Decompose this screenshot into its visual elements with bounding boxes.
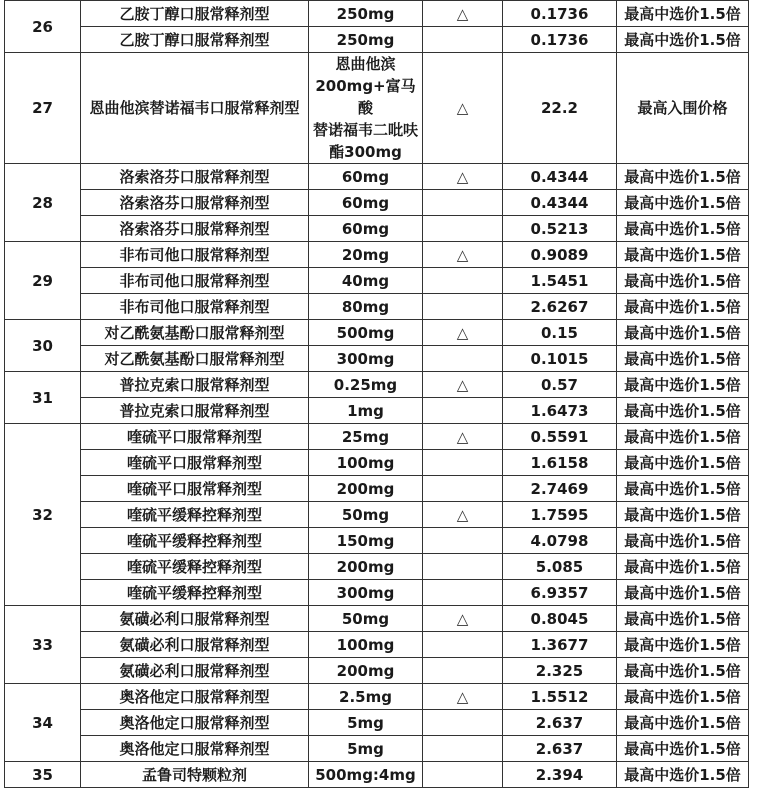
drug-name-cell: 喹硫平缓释控释剂型 bbox=[81, 554, 309, 580]
triangle-mark-cell: △ bbox=[423, 242, 503, 268]
table-row bbox=[5, 1, 749, 27]
price-cell: 6.9357 bbox=[503, 580, 617, 606]
drug-name-cell: 恩曲他滨替诺福韦口服常释剂型 bbox=[81, 53, 309, 164]
triangle-mark-cell bbox=[423, 216, 503, 242]
table-row bbox=[5, 658, 749, 684]
pricing-rule-cell: 最高中选价1.5倍 bbox=[617, 580, 749, 606]
serial-number-cell: 35 bbox=[5, 762, 81, 788]
specification-line: 200mg+富马酸 bbox=[315, 77, 416, 117]
pricing-rule-cell: 最高中选价1.5倍 bbox=[617, 762, 749, 788]
serial-number-cell: 27 bbox=[5, 53, 81, 164]
specification-cell: 60mg bbox=[309, 216, 423, 242]
specification-cell: 250mg bbox=[309, 27, 423, 53]
pricing-rule-cell: 最高中选价1.5倍 bbox=[617, 606, 749, 632]
triangle-mark-cell bbox=[423, 268, 503, 294]
table-row bbox=[5, 450, 749, 476]
specification-cell bbox=[309, 53, 423, 164]
triangle-mark-cell bbox=[423, 736, 503, 762]
specification-cell: 200mg bbox=[309, 658, 423, 684]
triangle-mark-cell: △ bbox=[423, 606, 503, 632]
drug-name-cell: 喹硫平缓释控释剂型 bbox=[81, 502, 309, 528]
specification-cell: 200mg bbox=[309, 476, 423, 502]
table-row bbox=[5, 684, 749, 710]
price-cell: 2.637 bbox=[503, 736, 617, 762]
table-row bbox=[5, 580, 749, 606]
triangle-mark-cell: △ bbox=[423, 320, 503, 346]
drug-name-cell: 乙胺丁醇口服常释剂型 bbox=[81, 27, 309, 53]
price-cell: 1.5512 bbox=[503, 684, 617, 710]
triangle-mark-cell bbox=[423, 346, 503, 372]
specification-cell: 60mg bbox=[309, 190, 423, 216]
table-row bbox=[5, 424, 749, 450]
triangle-mark-cell bbox=[423, 762, 503, 788]
specification-cell: 50mg bbox=[309, 502, 423, 528]
triangle-mark-cell bbox=[423, 476, 503, 502]
specification-cell: 80mg bbox=[309, 294, 423, 320]
drug-name-cell: 洛索洛芬口服常释剂型 bbox=[81, 190, 309, 216]
price-cell: 0.57 bbox=[503, 372, 617, 398]
pricing-rule-cell: 最高中选价1.5倍 bbox=[617, 736, 749, 762]
table-row bbox=[5, 736, 749, 762]
price-cell: 1.5451 bbox=[503, 268, 617, 294]
table-row bbox=[5, 398, 749, 424]
drug-name-cell: 喹硫平口服常释剂型 bbox=[81, 424, 309, 450]
price-table-container bbox=[4, 0, 749, 788]
pricing-rule-cell: 最高中选价1.5倍 bbox=[617, 216, 749, 242]
triangle-mark-cell bbox=[423, 580, 503, 606]
specification-cell: 25mg bbox=[309, 424, 423, 450]
drug-name-cell: 喹硫平缓释控释剂型 bbox=[81, 580, 309, 606]
specification-cell: 500mg:4mg bbox=[309, 762, 423, 788]
price-cell: 2.7469 bbox=[503, 476, 617, 502]
pricing-rule-cell: 最高中选价1.5倍 bbox=[617, 424, 749, 450]
triangle-mark-cell: △ bbox=[423, 1, 503, 27]
drug-name-cell: 氨磺必利口服常释剂型 bbox=[81, 606, 309, 632]
specification-cell: 200mg bbox=[309, 554, 423, 580]
price-cell: 2.6267 bbox=[503, 294, 617, 320]
specification-cell: 250mg bbox=[309, 1, 423, 27]
table-row bbox=[5, 268, 749, 294]
triangle-mark-cell: △ bbox=[423, 372, 503, 398]
table-row bbox=[5, 502, 749, 528]
table-row bbox=[5, 53, 749, 164]
price-cell: 0.9089 bbox=[503, 242, 617, 268]
triangle-mark-cell bbox=[423, 632, 503, 658]
drug-name-cell: 奥洛他定口服常释剂型 bbox=[81, 736, 309, 762]
table-row bbox=[5, 476, 749, 502]
specification-cell: 0.25mg bbox=[309, 372, 423, 398]
specification-cell: 500mg bbox=[309, 320, 423, 346]
drug-name-cell: 喹硫平口服常释剂型 bbox=[81, 450, 309, 476]
serial-number-cell: 29 bbox=[5, 242, 81, 320]
serial-number-cell: 30 bbox=[5, 320, 81, 372]
pricing-rule-cell: 最高中选价1.5倍 bbox=[617, 190, 749, 216]
price-cell: 0.8045 bbox=[503, 606, 617, 632]
table-row bbox=[5, 346, 749, 372]
drug-name-cell: 普拉克索口服常释剂型 bbox=[81, 372, 309, 398]
table-row bbox=[5, 27, 749, 53]
pricing-rule-cell: 最高中选价1.5倍 bbox=[617, 502, 749, 528]
pricing-rule-cell: 最高中选价1.5倍 bbox=[617, 346, 749, 372]
specification-cell: 40mg bbox=[309, 268, 423, 294]
price-cell: 22.2 bbox=[503, 53, 617, 164]
pricing-rule-cell: 最高中选价1.5倍 bbox=[617, 320, 749, 346]
price-cell: 1.7595 bbox=[503, 502, 617, 528]
pricing-rule-cell: 最高中选价1.5倍 bbox=[617, 710, 749, 736]
triangle-mark-cell: △ bbox=[423, 684, 503, 710]
specification-cell: 2.5mg bbox=[309, 684, 423, 710]
drug-price-table bbox=[4, 0, 749, 788]
pricing-rule-cell: 最高中选价1.5倍 bbox=[617, 632, 749, 658]
pricing-rule-cell: 最高中选价1.5倍 bbox=[617, 294, 749, 320]
drug-name-cell: 对乙酰氨基酚口服常释剂型 bbox=[81, 346, 309, 372]
drug-name-cell: 洛索洛芬口服常释剂型 bbox=[81, 216, 309, 242]
drug-name-cell: 喹硫平缓释控释剂型 bbox=[81, 528, 309, 554]
specification-line: 替诺福韦二吡呋 bbox=[312, 121, 418, 139]
drug-name-cell: 洛索洛芬口服常释剂型 bbox=[81, 164, 309, 190]
pricing-rule-cell: 最高中选价1.5倍 bbox=[617, 372, 749, 398]
triangle-mark-cell bbox=[423, 528, 503, 554]
pricing-rule-cell: 最高中选价1.5倍 bbox=[617, 1, 749, 27]
triangle-mark-cell bbox=[423, 710, 503, 736]
triangle-mark-cell bbox=[423, 450, 503, 476]
serial-number-cell: 28 bbox=[5, 164, 81, 242]
pricing-rule-cell: 最高中选价1.5倍 bbox=[617, 27, 749, 53]
triangle-mark-cell: △ bbox=[423, 53, 503, 164]
pricing-rule-cell: 最高入围价格 bbox=[617, 53, 749, 164]
triangle-mark-cell: △ bbox=[423, 502, 503, 528]
specification-line: 酯300mg bbox=[329, 143, 402, 161]
drug-name-cell: 普拉克索口服常释剂型 bbox=[81, 398, 309, 424]
table-row bbox=[5, 710, 749, 736]
drug-name-cell: 非布司他口服常释剂型 bbox=[81, 242, 309, 268]
pricing-rule-cell: 最高中选价1.5倍 bbox=[617, 242, 749, 268]
serial-number-cell: 33 bbox=[5, 606, 81, 684]
drug-name-cell: 奥洛他定口服常释剂型 bbox=[81, 684, 309, 710]
triangle-mark-cell bbox=[423, 658, 503, 684]
serial-number-cell: 34 bbox=[5, 684, 81, 762]
pricing-rule-cell: 最高中选价1.5倍 bbox=[617, 554, 749, 580]
triangle-mark-cell: △ bbox=[423, 424, 503, 450]
drug-name-cell: 奥洛他定口服常释剂型 bbox=[81, 710, 309, 736]
table-row bbox=[5, 632, 749, 658]
pricing-rule-cell: 最高中选价1.5倍 bbox=[617, 164, 749, 190]
drug-name-cell: 喹硫平口服常释剂型 bbox=[81, 476, 309, 502]
pricing-rule-cell: 最高中选价1.5倍 bbox=[617, 476, 749, 502]
drug-name-cell: 乙胺丁醇口服常释剂型 bbox=[81, 1, 309, 27]
specification-cell: 5mg bbox=[309, 736, 423, 762]
price-cell: 0.1736 bbox=[503, 1, 617, 27]
triangle-mark-cell bbox=[423, 398, 503, 424]
specification-cell: 300mg bbox=[309, 580, 423, 606]
price-cell: 0.5591 bbox=[503, 424, 617, 450]
specification-line: 恩曲他滨 bbox=[335, 55, 396, 73]
table-row bbox=[5, 606, 749, 632]
table-row bbox=[5, 372, 749, 398]
triangle-mark-cell bbox=[423, 27, 503, 53]
table-row bbox=[5, 762, 749, 788]
triangle-mark-cell: △ bbox=[423, 164, 503, 190]
table-row bbox=[5, 242, 749, 268]
table-row bbox=[5, 320, 749, 346]
price-cell: 1.6473 bbox=[503, 398, 617, 424]
table-row bbox=[5, 190, 749, 216]
pricing-rule-cell: 最高中选价1.5倍 bbox=[617, 684, 749, 710]
drug-name-cell: 非布司他口服常释剂型 bbox=[81, 268, 309, 294]
table-row bbox=[5, 216, 749, 242]
serial-number-cell: 31 bbox=[5, 372, 81, 424]
drug-name-cell: 非布司他口服常释剂型 bbox=[81, 294, 309, 320]
pricing-rule-cell: 最高中选价1.5倍 bbox=[617, 450, 749, 476]
price-cell: 0.1736 bbox=[503, 27, 617, 53]
pricing-rule-cell: 最高中选价1.5倍 bbox=[617, 528, 749, 554]
table-row bbox=[5, 164, 749, 190]
price-cell: 4.0798 bbox=[503, 528, 617, 554]
price-cell: 0.4344 bbox=[503, 190, 617, 216]
price-cell: 1.6158 bbox=[503, 450, 617, 476]
pricing-rule-cell: 最高中选价1.5倍 bbox=[617, 398, 749, 424]
drug-name-cell: 对乙酰氨基酚口服常释剂型 bbox=[81, 320, 309, 346]
triangle-mark-cell bbox=[423, 190, 503, 216]
serial-number-cell: 26 bbox=[5, 1, 81, 53]
specification-cell: 100mg bbox=[309, 450, 423, 476]
drug-name-cell: 孟鲁司特颗粒剂 bbox=[81, 762, 309, 788]
specification-cell: 50mg bbox=[309, 606, 423, 632]
drug-name-cell: 氨磺必利口服常释剂型 bbox=[81, 658, 309, 684]
price-cell: 5.085 bbox=[503, 554, 617, 580]
price-cell: 0.15 bbox=[503, 320, 617, 346]
table-row bbox=[5, 528, 749, 554]
specification-cell: 5mg bbox=[309, 710, 423, 736]
drug-name-cell: 氨磺必利口服常释剂型 bbox=[81, 632, 309, 658]
triangle-mark-cell bbox=[423, 554, 503, 580]
pricing-rule-cell: 最高中选价1.5倍 bbox=[617, 658, 749, 684]
pricing-rule-cell: 最高中选价1.5倍 bbox=[617, 268, 749, 294]
specification-cell: 300mg bbox=[309, 346, 423, 372]
table-body bbox=[5, 1, 749, 788]
price-cell: 2.394 bbox=[503, 762, 617, 788]
price-cell: 0.5213 bbox=[503, 216, 617, 242]
specification-cell: 20mg bbox=[309, 242, 423, 268]
specification-cell: 100mg bbox=[309, 632, 423, 658]
specification-cell: 60mg bbox=[309, 164, 423, 190]
triangle-mark-cell bbox=[423, 294, 503, 320]
price-cell: 0.4344 bbox=[503, 164, 617, 190]
table-row bbox=[5, 554, 749, 580]
specification-cell: 1mg bbox=[309, 398, 423, 424]
price-cell: 0.1015 bbox=[503, 346, 617, 372]
price-cell: 2.325 bbox=[503, 658, 617, 684]
serial-number-cell: 32 bbox=[5, 424, 81, 606]
specification-cell: 150mg bbox=[309, 528, 423, 554]
table-row bbox=[5, 294, 749, 320]
price-cell: 1.3677 bbox=[503, 632, 617, 658]
price-cell: 2.637 bbox=[503, 710, 617, 736]
